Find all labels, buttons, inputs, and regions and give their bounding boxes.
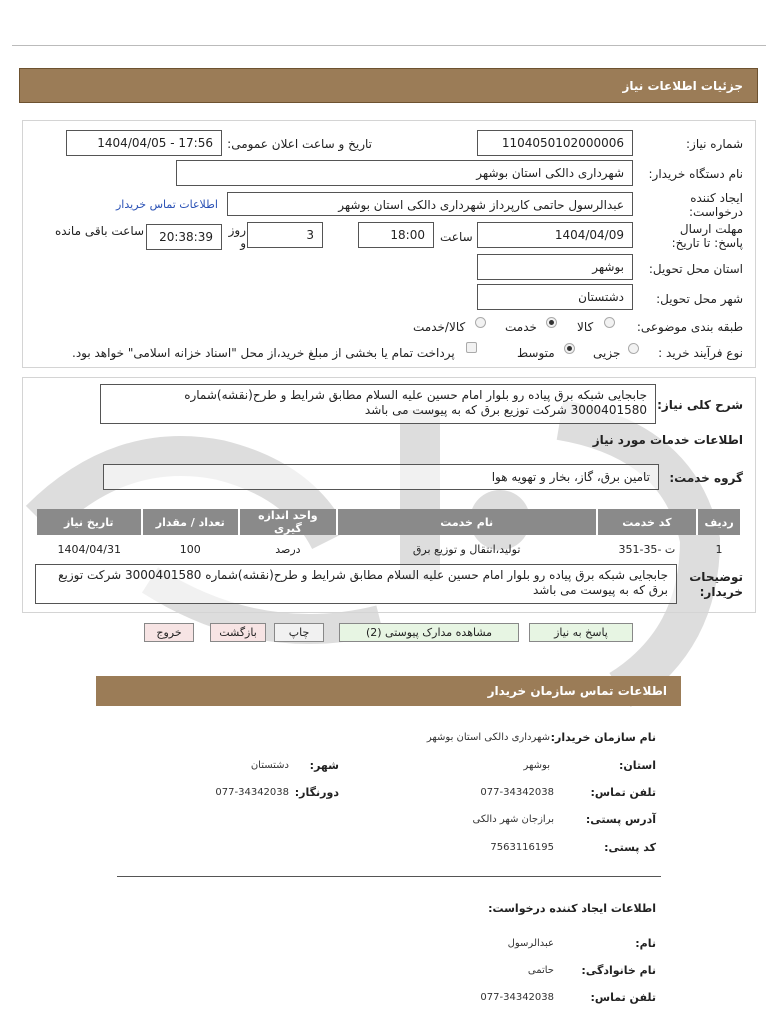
print-button[interactable]: چاپ [274, 623, 324, 642]
process-option-medium: متوسط [517, 346, 555, 360]
process-option-minor: جزیی [593, 346, 621, 360]
creator-field: عبدالرسول حاتمی کارپرداز شهرداری دالکی استان بوشهر [227, 192, 633, 216]
announce-label: تاریخ و ساعت اعلان عمومی: [227, 137, 372, 151]
deadline-date-field: 1404/04/09 [477, 222, 633, 248]
contact-phone-label: تلفن تماس: [590, 786, 656, 799]
days-field: 3 [247, 222, 323, 248]
table-header-row [37, 509, 741, 535]
creator-family-label: نام خانوادگی: [581, 964, 656, 977]
creator-phone-label: تلفن تماس: [590, 991, 656, 1004]
exit-button[interactable]: خروج [144, 623, 194, 642]
category-option-both: کالا/خدمت [413, 320, 466, 334]
creator-name-value: عبدالرسول [507, 938, 554, 949]
process-radio-medium[interactable] [564, 343, 575, 354]
buyer-org-field: شهرداری دالکی استان بوشهر [176, 160, 633, 186]
contact-address-value: برازجان شهر دالکی [472, 814, 554, 825]
contact-province-value: بوشهر [523, 760, 550, 771]
top-divider [12, 45, 766, 46]
col-row: ردیف [697, 509, 741, 535]
province-label: استان محل تحویل: [648, 262, 743, 276]
remaining-label: ساعت باقی مانده [55, 224, 145, 238]
cell-name: تولید،انتقال و توزیع برق [412, 542, 521, 556]
creator-label: ایجاد کننده درخواست: [689, 191, 743, 219]
category-radio-goods[interactable] [604, 317, 615, 328]
announce-field: 1404/04/05 - 17:56 [66, 130, 222, 156]
cell-date: 1404/04/31 [57, 542, 121, 556]
contact-postal-value: 7563116195 [490, 842, 554, 853]
description-label: شرح کلی نیاز: [657, 398, 743, 412]
col-date: تاریخ نیاز [37, 509, 142, 535]
back-button[interactable]: بازگشت [210, 623, 266, 642]
contact-fax-label: دورنگار: [294, 786, 339, 799]
time-label: ساعت [440, 230, 473, 244]
buyer-contact-link[interactable]: اطلاعات تماس خریدار [116, 198, 218, 211]
col-name: نام خدمت [337, 509, 597, 535]
treasury-checkbox[interactable] [466, 342, 477, 353]
process-label: نوع فرآیند خرید : [658, 346, 743, 360]
days-label: روز و [228, 223, 246, 250]
category-radio-service[interactable] [546, 317, 557, 328]
table-row [37, 535, 741, 563]
category-radio-both[interactable] [475, 317, 486, 328]
creator-phone-value: 077-34342038 [480, 992, 554, 1003]
col-unit: واحد اندازه گیری [239, 509, 337, 535]
creator-family-value: حاتمی [527, 965, 554, 976]
contact-province-label: استان: [619, 759, 656, 772]
buyer-notes-label: توضیحات خریدار: [689, 570, 743, 599]
cell-qty: 100 [179, 542, 201, 556]
province-field: بوشهر [477, 254, 633, 280]
need-number-label: شماره نیاز: [686, 137, 743, 151]
contact-org-value: شهرداری دالکی استان بوشهر [426, 732, 550, 743]
category-option-service: خدمت [505, 320, 537, 334]
service-group-field: تامین برق، گاز، بخار و تهویه هوا [103, 464, 659, 490]
contact-postal-label: کد پستی: [604, 841, 656, 854]
deadline-label: مهلت ارسال پاسخ: تا تاریخ: [671, 222, 743, 250]
contact-address-label: آدرس پستی: [585, 813, 656, 826]
contact-fax-value: 077-34342038 [215, 787, 289, 798]
remaining-time-field: 20:38:39 [146, 224, 222, 250]
service-group-label: گروه خدمت: [669, 471, 743, 485]
process-radio-minor[interactable] [628, 343, 639, 354]
description-box: جابجایی شبکه برق پیاده رو بلوار امام حسین علیه السلام مطابق شرایط و طرح(نقشه)شماره 3000401580 شرکت توزیع برق که به پیوست می باشد [100, 384, 656, 424]
cell-code: ت -35-351 [618, 542, 676, 556]
contact-org-label: نام سازمان خریدار: [550, 731, 656, 744]
category-label: طبقه بندی موضوعی: [636, 320, 743, 334]
contact-divider [117, 876, 661, 877]
cell-row: 1 [715, 542, 723, 556]
need-number-field: 1104050102000006 [477, 130, 633, 156]
city-label: شهر محل تحویل: [656, 292, 743, 306]
contact-city-label: شهر: [309, 759, 339, 772]
city-field: دشتستان [477, 284, 633, 310]
services-section-title: اطلاعات خدمات مورد نیاز [592, 433, 743, 447]
contact-phone-value: 077-34342038 [480, 787, 554, 798]
creator-name-label: نام: [635, 937, 656, 950]
category-option-goods: کالا [577, 320, 594, 334]
col-qty: تعداد / مقدار [142, 509, 240, 535]
treasury-note: پرداخت تمام یا بخشی از مبلغ خرید،از محل "اسناد خزانه اسلامی" خواهد بود. [72, 346, 455, 360]
reply-button[interactable]: پاسخ به نیاز [529, 623, 633, 642]
creator-section-title: اطلاعات ایجاد کننده درخواست: [488, 902, 656, 915]
col-code: کد خدمت [597, 509, 697, 535]
buyer-org-label: نام دستگاه خریدار: [648, 167, 743, 181]
deadline-time-field: 18:00 [358, 222, 434, 248]
contact-city-value: دشتستان [250, 760, 289, 771]
buyer-notes-box: جابجایی شبکه برق پیاده رو بلوار امام حسین علیه السلام مطابق شرایط و طرح(نقشه)شماره 3000401580 شرکت توزیع برق که به پیوست می باشد [35, 564, 677, 604]
page-header: جزئیات اطلاعات نیاز [19, 68, 758, 103]
services-table [37, 509, 742, 563]
contact-header: اطلاعات تماس سازمان خریدار [96, 676, 681, 706]
attachments-button[interactable]: مشاهده مدارک پیوستی (2) [339, 623, 519, 642]
cell-unit: درصد [275, 542, 301, 556]
